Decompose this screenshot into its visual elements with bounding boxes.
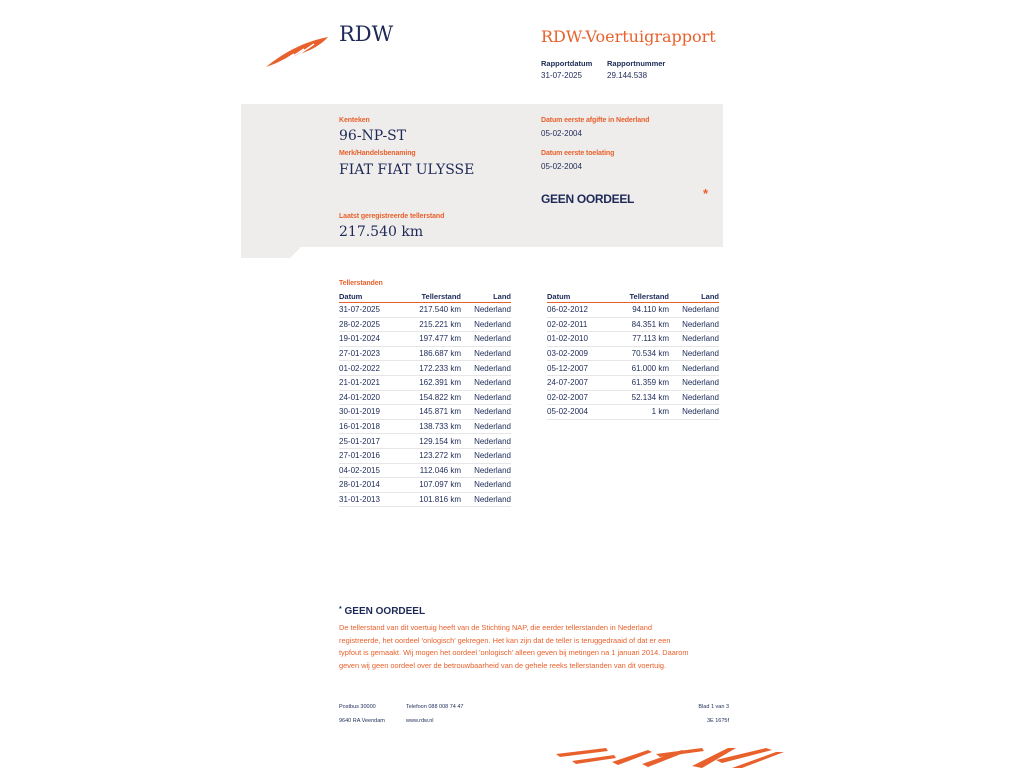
note-body xyxy=(339,622,689,672)
note-line: typfout is gemaakt. Wij mogen het oordeel 'onlogisch' alleen geven bij metingen na 1 januari 2014. Daarom xyxy=(339,648,689,658)
make-label: Merk/Handelsbenaming xyxy=(339,150,416,157)
odometer-row xyxy=(339,346,511,361)
odometer-row xyxy=(339,478,511,493)
odometer-row xyxy=(547,332,719,347)
odometer-date-cell: 19-01-2024 xyxy=(339,332,409,347)
odometer-country-cell: Nederland xyxy=(461,332,511,347)
odometer-date-cell: 31-01-2013 xyxy=(339,492,409,507)
odometer-country-cell: Nederland xyxy=(461,303,511,318)
odometer-country-cell: Nederland xyxy=(461,390,511,405)
odometer-date-cell: 03-02-2009 xyxy=(547,346,617,361)
odometer-reading-cell: 77.113 km xyxy=(617,332,669,347)
odometer-row xyxy=(339,332,511,347)
odometer-date-cell: 27-01-2023 xyxy=(339,346,409,361)
odometer-country-cell: Nederland xyxy=(669,303,719,318)
odometer-reading-cell: 145.871 km xyxy=(409,405,461,420)
plate-label: Kenteken xyxy=(339,117,370,124)
odometer-row xyxy=(547,317,719,332)
first-issue-nl-label: Datum eerste afgifte in Nederland xyxy=(541,117,650,124)
odometer-date-cell: 24-07-2007 xyxy=(547,375,617,390)
odometer-date-cell: 04-02-2015 xyxy=(339,463,409,478)
odometer-reading-cell: 154.822 km xyxy=(409,390,461,405)
odometer-country-cell: Nederland xyxy=(461,492,511,507)
odometer-reading-cell: 101.816 km xyxy=(409,492,461,507)
odometer-reading-cell: 129.154 km xyxy=(409,434,461,449)
odometer-reading-cell: 112.046 km xyxy=(409,463,461,478)
verdict-asterisk: * xyxy=(703,186,709,201)
first-admission-label: Datum eerste toelating xyxy=(541,150,615,157)
footer-postbus: Postbus 30000 xyxy=(339,704,376,710)
footer-code: 3E 16?5f xyxy=(706,718,729,724)
col-country-header: Land xyxy=(461,292,511,303)
odometer-date-cell: 02-02-2011 xyxy=(547,317,617,332)
col-date-header: Datum xyxy=(339,292,409,303)
odometer-country-cell: Nederland xyxy=(461,419,511,434)
odometer-country-cell: Nederland xyxy=(669,361,719,376)
col-reading-header: Tellerstand xyxy=(409,292,461,303)
odometer-date-cell: 01-02-2010 xyxy=(547,332,617,347)
plate-value: 96-NP-ST xyxy=(339,128,407,144)
odometer-row xyxy=(339,448,511,463)
last-odometer-label: Laatst geregistreerde tellerstand xyxy=(339,213,445,220)
odometer-country-cell: Nederland xyxy=(461,405,511,420)
odometer-country-cell: Nederland xyxy=(461,346,511,361)
odometer-country-cell: Nederland xyxy=(669,317,719,332)
first-admission-value: 05-02-2004 xyxy=(541,162,582,171)
odometer-date-cell: 30-01-2019 xyxy=(339,405,409,420)
footer-page-number: Blad 1 van 3 xyxy=(698,704,729,710)
report-number: 29.144.538 xyxy=(607,71,648,80)
odometer-row xyxy=(339,463,511,478)
odometer-reading-cell: 197.477 km xyxy=(409,332,461,347)
rdw-feather-logo-icon xyxy=(264,34,330,70)
odometer-country-cell: Nederland xyxy=(669,332,719,347)
odometer-country-cell: Nederland xyxy=(669,405,719,420)
report-title: RDW-Voertuigrapport xyxy=(541,27,716,46)
odometer-table-left xyxy=(339,292,511,507)
odometer-reading-cell: 61.359 km xyxy=(617,375,669,390)
footer-stripe-decoration-icon xyxy=(552,746,786,768)
odometer-row xyxy=(339,405,511,420)
col-country-header: Land xyxy=(669,292,719,303)
odometer-row xyxy=(547,303,719,318)
note-title: GEEN OORDEEL xyxy=(344,606,426,617)
note-line: De tellerstand van dit voertuig heeft van de Stichting NAP, die eerder tellerstanden in Nederland xyxy=(339,623,652,632)
odometer-row xyxy=(339,492,511,507)
odometer-country-cell: Nederland xyxy=(461,434,511,449)
odometer-row xyxy=(339,317,511,332)
odometer-reading-cell: 107.097 km xyxy=(409,478,461,493)
odometer-country-cell: Nederland xyxy=(461,478,511,493)
odometer-section-title: Tellerstanden xyxy=(339,280,383,287)
col-date-header: Datum xyxy=(547,292,617,303)
note-line: registreerde, het oordeel 'onlogisch' gekregen. Het kan zijn dat de teller is teruggedraaid of dat er een xyxy=(339,635,671,645)
odometer-reading-cell: 138.733 km xyxy=(409,419,461,434)
odometer-country-cell: Nederland xyxy=(461,375,511,390)
odometer-country-cell: Nederland xyxy=(461,361,511,376)
odometer-country-cell: Nederland xyxy=(669,346,719,361)
panel-tab-decoration xyxy=(241,247,301,258)
odometer-row xyxy=(339,303,511,318)
odometer-reading-cell: 84.351 km xyxy=(617,317,669,332)
odometer-reading-cell: 123.272 km xyxy=(409,448,461,463)
footer-phone: Telefoon 088 008 74 47 xyxy=(406,704,464,710)
note-asterisk: * xyxy=(339,606,342,613)
odometer-date-cell: 02-02-2007 xyxy=(547,390,617,405)
odometer-date-cell: 01-02-2022 xyxy=(339,361,409,376)
odometer-country-cell: Nederland xyxy=(461,317,511,332)
odometer-reading-cell: 172.233 km xyxy=(409,361,461,376)
odometer-date-cell: 21-01-2021 xyxy=(339,375,409,390)
odometer-row xyxy=(547,346,719,361)
odometer-row xyxy=(547,361,719,376)
odometer-reading-cell: 215.221 km xyxy=(409,317,461,332)
odometer-country-cell: Nederland xyxy=(669,375,719,390)
odometer-reading-cell: 162.391 km xyxy=(409,375,461,390)
odometer-row xyxy=(339,434,511,449)
note-line: geven wij geen oordeel over de betrouwbaarheid van de gehele reeks tellerstanden van dit voertuig. xyxy=(339,660,667,670)
footer-city: 9640 RA Veendam xyxy=(339,718,385,724)
odometer-date-cell: 06-02-2012 xyxy=(547,303,617,318)
odometer-reading-cell: 217.540 km xyxy=(409,303,461,318)
report-date: 31-07-2025 xyxy=(541,71,582,80)
odometer-reading-cell: 186.687 km xyxy=(409,346,461,361)
odometer-date-cell: 05-02-2004 xyxy=(547,405,617,420)
verdict-text: GEEN OORDEEL xyxy=(541,192,635,206)
odometer-date-cell: 27-01-2016 xyxy=(339,448,409,463)
odometer-date-cell: 16-01-2018 xyxy=(339,419,409,434)
odometer-reading-cell: 1 km xyxy=(617,405,669,420)
odometer-reading-cell: 70.534 km xyxy=(617,346,669,361)
odometer-row xyxy=(547,390,719,405)
odometer-row xyxy=(547,405,719,420)
odometer-country-cell: Nederland xyxy=(669,390,719,405)
odometer-reading-cell: 52.134 km xyxy=(617,390,669,405)
odometer-row xyxy=(339,390,511,405)
odometer-date-cell: 28-01-2014 xyxy=(339,478,409,493)
odometer-date-cell: 31-07-2025 xyxy=(339,303,409,318)
odometer-date-cell: 28-02-2025 xyxy=(339,317,409,332)
report-number-label: Rapportnummer xyxy=(607,59,666,68)
note-heading xyxy=(339,606,425,617)
odometer-reading-cell: 61.000 km xyxy=(617,361,669,376)
odometer-table-right xyxy=(547,292,719,420)
footer-web-link[interactable]: www.rdw.nl xyxy=(406,718,434,724)
make-value: FIAT FIAT ULYSSE xyxy=(339,162,475,178)
last-odometer-value: 217.540 km xyxy=(339,224,424,240)
odometer-date-cell: 24-01-2020 xyxy=(339,390,409,405)
odometer-row xyxy=(339,361,511,376)
brand-name: RDW xyxy=(339,22,394,46)
odometer-date-cell: 05-12-2007 xyxy=(547,361,617,376)
odometer-row xyxy=(339,375,511,390)
odometer-country-cell: Nederland xyxy=(461,448,511,463)
vehicle-summary-panel xyxy=(241,104,723,247)
report-date-label: Rapportdatum xyxy=(541,59,593,68)
col-reading-header: Tellerstand xyxy=(617,292,669,303)
odometer-date-cell: 25-01-2017 xyxy=(339,434,409,449)
odometer-row xyxy=(339,419,511,434)
odometer-reading-cell: 94.110 km xyxy=(617,303,669,318)
odometer-country-cell: Nederland xyxy=(461,463,511,478)
odometer-row xyxy=(547,375,719,390)
first-issue-nl-value: 05-02-2004 xyxy=(541,129,582,138)
